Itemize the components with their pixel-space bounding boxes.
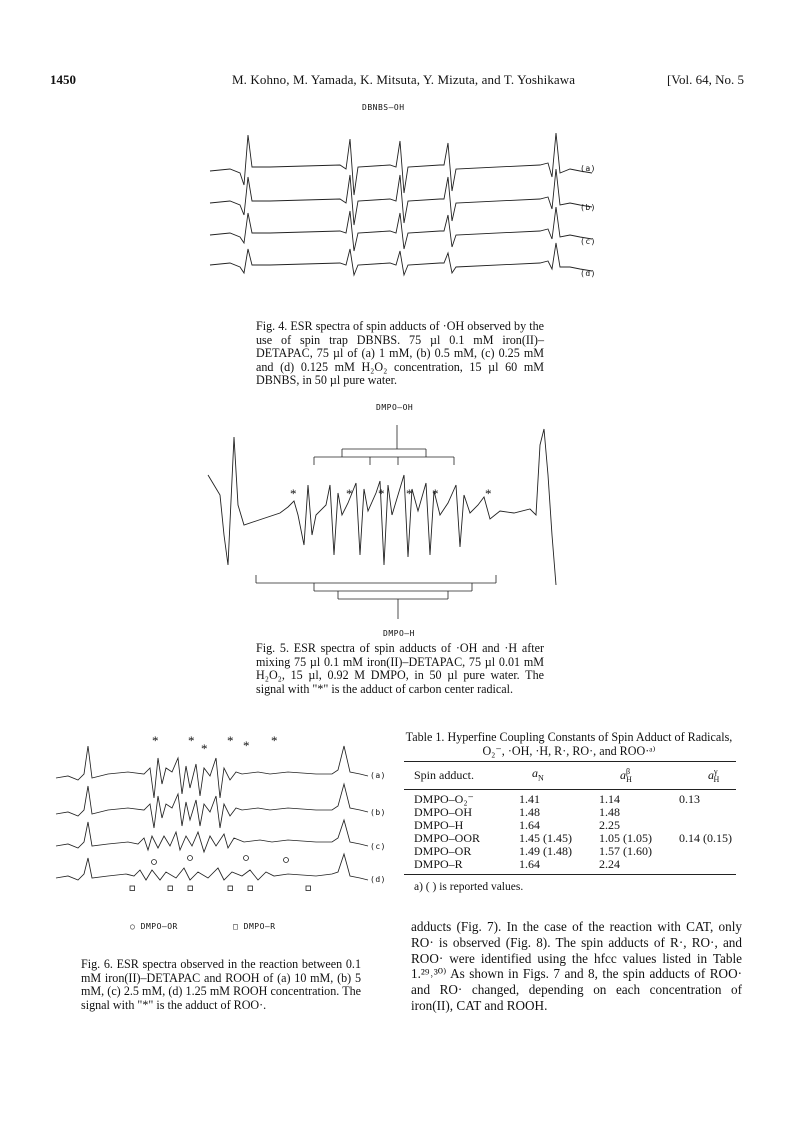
fig6-caption: Fig. 6. ESR spectra observed in the reaction between 0.1 mM iron(II)–DETAPAC and ROOH of (a) 10 mM, (b) 5 mM, (c) 2.5 mM, (d) 1.25 mM ROOH concentration. The signal with "*" is the adduct of ROO·. (81, 957, 361, 1012)
fig6-star-6: * (271, 733, 278, 748)
fig6-legend-or: ○ DMPO–OR (130, 922, 178, 931)
table-row: DMPO–OH 1.48 1.48 (414, 805, 620, 820)
table1-header-an: $a_N$ (532, 766, 544, 783)
fig6-trace-c (56, 820, 368, 852)
fig4-title: DBNBS–OH (362, 103, 405, 112)
fig6-legend-r: □ DMPO–R (233, 922, 276, 931)
fig5-star-4: * (406, 486, 413, 501)
fig6-star-4: * (227, 733, 234, 748)
table1-body (404, 793, 736, 871)
fig6-label-b: (b) (370, 808, 386, 817)
fig4-spectra (200, 125, 620, 295)
fig6-star-1: * (152, 733, 159, 748)
fig4-label-b: (b) (580, 203, 596, 212)
fig5-stick-diagram-bottom (256, 575, 496, 619)
page-number: 1450 (50, 72, 76, 87)
fig6-label-a: (a) (370, 771, 386, 780)
fig5-caption: Fig. 5. ESR spectra of spin adducts of ·OH and ·H after mixing 75 µl 0.1 mM iron(II)–DETAPAC, 75 µl 0.01 mM H₂O₂, 15 µl, 0.92 M DMPO, in 50 µl pure water. The signal with "*" is the adduct of carbon center radical. (256, 641, 544, 696)
fig6-star-2: * (188, 733, 195, 748)
fig4-trace-d (210, 243, 592, 275)
fig5-star-6: * (485, 486, 492, 501)
table1-header-ah-gamma: $a^\gamma_H$ (708, 767, 720, 785)
fig4-caption: Fig. 4. ESR spectra of spin adducts of ·OH observed by the use of spin trap DBNBS. 75 µl 0.1 mM iron(II)–DETAPAC, 75 µl of (a) 1 mM, (b) 0.5 mM, (c) 0.25 mM and (d) 0.125 mM H₂O₂ concentration, 15 µl 60 mM DBNBS, in 50 µl pure water. (256, 319, 544, 388)
table1-header-spin-adduct: Spin adduct. (414, 768, 474, 783)
table-row: DMPO–OOR 1.45 (1.45) 1.05 (1.05) 0.14 (0.15) (414, 831, 732, 846)
fig5-star-5: * (432, 486, 439, 501)
running-authors: M. Kohno, M. Yamada, K. Mitsuta, Y. Mizuta, and T. Yoshikawa (232, 72, 576, 87)
fig5-star-3: * (378, 486, 385, 501)
body-paragraph: adducts (Fig. 7). In the case of the reaction with CAT, only RO· is observed (Fig. 8). The spin adducts of R·, RO·, and ROO· were identified using the hfcc values listed in Table 1.²⁹˒³⁰⁾ As shown in Figs. 7 and 8, the spin adducts of ROO· and RO· changed, depending on each concentration of iron(II), CAT and ROOH. (411, 919, 742, 1013)
table-row: DMPO–H 1.64 2.25 (414, 818, 620, 833)
fig6-trace-d (56, 854, 368, 880)
fig6-star-3: * (201, 741, 208, 756)
fig5-bottom-label: DMPO–H (383, 629, 415, 638)
fig4-trace-b (210, 169, 592, 225)
fig5-trace (208, 429, 556, 585)
table1-title: Table 1. Hyperfine Coupling Constants of Spin Adduct of Radicals, O₂⁻, ·OH, ·H, R·, RO·, and ROO·ᵃ⁾ (405, 730, 733, 758)
fig5-spectrum (200, 415, 580, 630)
fig6-trace-b (56, 784, 368, 828)
fig6-spectra (48, 728, 388, 893)
table1-header-ah-beta: $a^\beta_H$ (620, 767, 632, 785)
fig5-top-label: DMPO–OH (376, 403, 414, 412)
fig4-label-a: (a) (580, 164, 596, 173)
fig6-label-d: (d) (370, 875, 386, 884)
table-row: DMPO–R 1.64 2.24 (414, 857, 620, 872)
fig4-label-d: (d) (580, 269, 596, 278)
fig5-star-1: * (290, 486, 297, 501)
fig5-stick-diagram-top (314, 425, 454, 465)
volume-info: [Vol. 64, No. 5 (666, 72, 744, 87)
fig4-label-c: (c) (580, 237, 596, 246)
running-header (50, 72, 744, 92)
table1 (404, 761, 736, 893)
table-row: DMPO–OR 1.49 (1.48) 1.57 (1.60) (414, 844, 652, 859)
table1-footnote: a) ( ) is reported values. (414, 881, 524, 894)
table-row: DMPO–O₂⁻ 1.41 1.14 0.13 (414, 792, 700, 807)
table1-header-row (404, 762, 736, 789)
fig6-trace-a (56, 746, 368, 798)
fig5-star-2: * (346, 486, 353, 501)
fig6-label-c: (c) (370, 842, 386, 851)
fig6-star-5: * (243, 738, 250, 753)
fig4-trace-c (210, 207, 592, 251)
